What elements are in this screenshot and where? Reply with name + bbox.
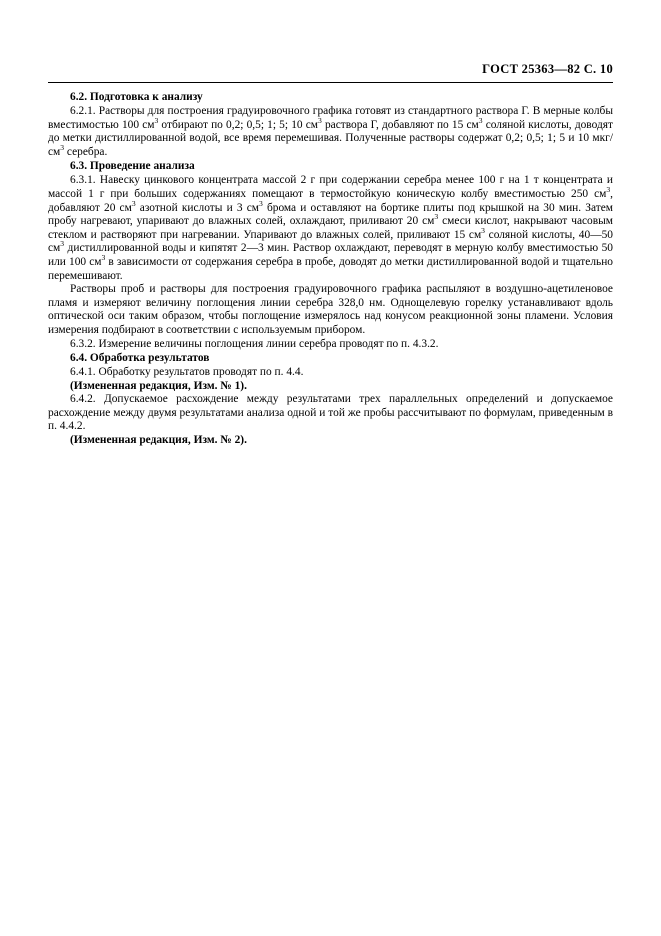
body-paragraph: 6.3.1. Навеску цинкового концентрата массой 2 г при содержании серебра менее 100 г на 1 т концентрата и массой 1 г при больших содержаниях помещают в термостойкую коническую колбу вместимостью 250 $см^3$, добавляют 20 $см^3$ азотной кислоты и 3 $см^3$ брома и оставляют на бортике плиты под крышкой на 30 мин. Затем пробу нагревают, упаривают до влажных солей, охлаждают, приливают 20 $см^3$ смеси кислот, накрывают часовым стеклом и растворяют при нагревании. Упаривают до влажных солей, приливают 15 $см^3$ соляной кислоты, 40—50 $см^3$ дистиллированной воды и кипятят 2—3 мин. Раствор охлаждают, переводят в мерную колбу вместимостью 50 или 100 $см^3$ в зависимости от содержания серебра в пробе, доводят до метки дистиллированной водой и тщательно перемешивают. (48, 174, 613, 282)
body-paragraph: (Измененная редакция, Изм. № 2). (70, 434, 247, 447)
document-body (48, 90, 613, 448)
section-heading: 6.2. Подготовка к анализу (70, 91, 203, 103)
body-paragraph: 6.3.2. Измерение величины поглощения линии серебра проводят по п. 4.3.2. (70, 337, 439, 350)
section-heading: 6.3. Проведение анализа (70, 160, 195, 173)
body-paragraph: (Измененная редакция, Изм. № 1). (70, 379, 247, 392)
section-heading: 6.4. Обработка результатов (70, 352, 210, 365)
body-paragraph: 6.4.1. Обработку результатов проводят по п. 4.4. (70, 366, 304, 379)
page-header-standard-number: ГОСТ 25363—82 С. 10 (482, 62, 613, 76)
header-divider (48, 82, 613, 83)
body-paragraph: 6.2.1. Растворы для построения градуировочного графика готовят из стандартного раствора Г. В мерные колбы вместимостью 100 $см^3$ отбирают по 0,2; 0,5; 1; 5; 10 $см^3$ раствора Г, добавляют по 15 $см^3$ соляной кислоты, доводят до метки дистиллированной водой, все время перемешивая. Полученные растворы содержат 0,2; 0,5; 1; 5 и 10 мкг/$см^3$ серебра. (48, 105, 613, 158)
body-paragraph: Растворы проб и растворы для построения градуировочного графика распыляют в воздушно-ацетиленовое пламя и измеряют величину поглощения линии серебра 328,0 нм. Однощелевую горелку устанавливают вдоль оптической оси таким образом, чтобы поглощение измерялось над конусом реакционной зоны пламени. Условия измерения подбирают в соответствии с используемым прибором. (48, 283, 613, 336)
body-paragraph: 6.4.2. Допускаемое расхождение между результатами трех параллельных определений и допускаемое расхождение между двумя результатами анализа одной и той же пробы рассчитывают по формулам, приведенным в п. 4.4.2. (48, 393, 613, 433)
